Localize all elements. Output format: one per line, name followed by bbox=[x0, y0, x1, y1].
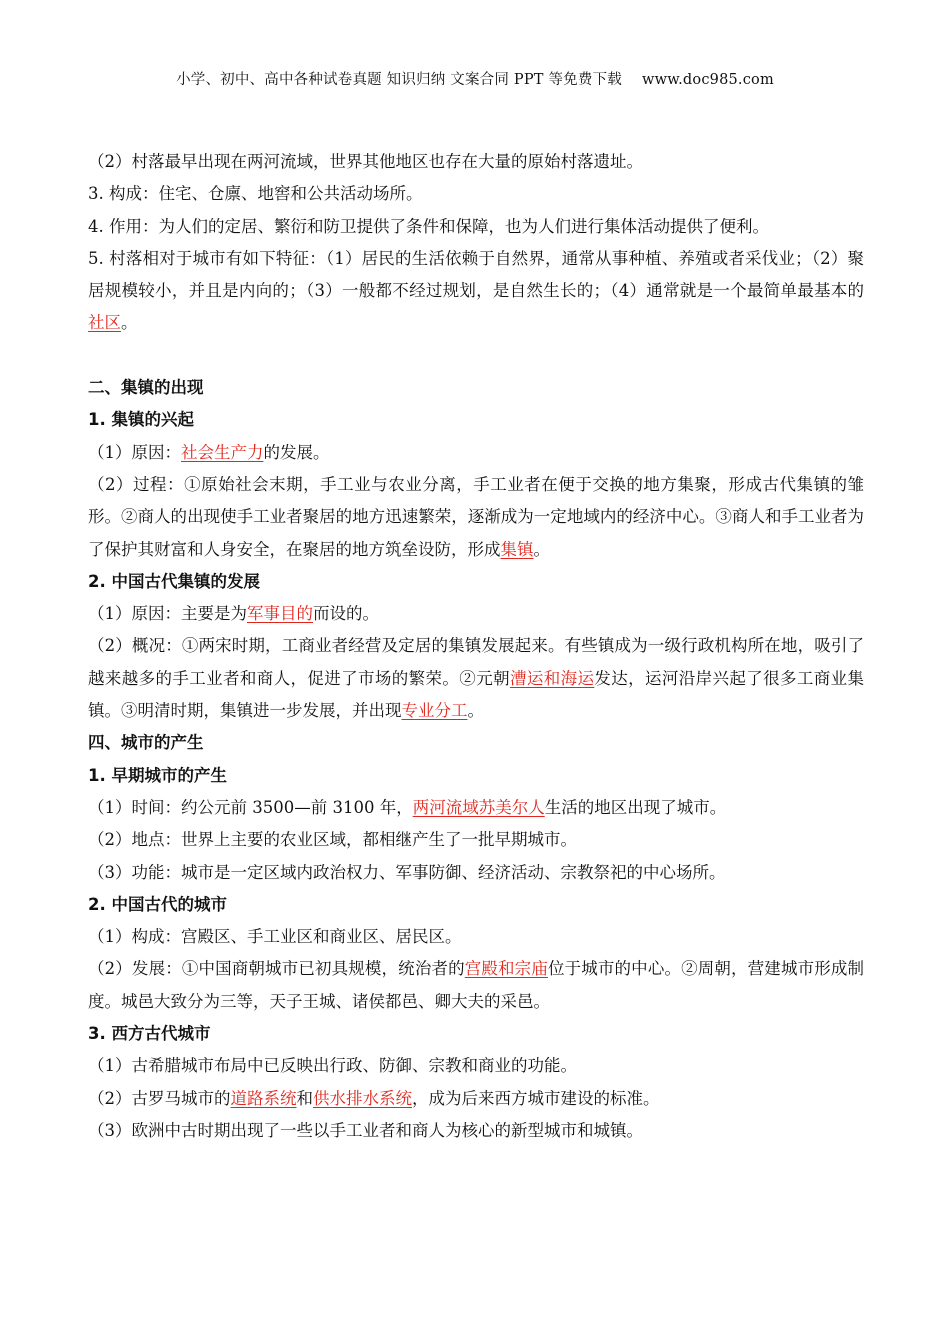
header-url[interactable]: www.doc985.com bbox=[641, 72, 774, 88]
early-city-function: （3）功能：城市是一定区域内政治权力、军事防御、经济活动、宗教祭祀的中心场所。 bbox=[88, 862, 726, 882]
keyword-military-purpose: 军事目的 bbox=[247, 604, 313, 624]
subheading-china-town-development: 2. 中国古代集镇的发展 bbox=[88, 571, 260, 591]
keyword-community: 社区 bbox=[88, 313, 121, 333]
village-origin-item: （2）村落最早出现在两河流域，世界其他地区也存在大量的原始村落遗址。 bbox=[88, 152, 643, 171]
town-rise-cause: （1）原因：社会生产力的发展。 bbox=[88, 442, 330, 462]
roman-city: （2）古罗马城市的道路系统和供水排水系统，成为后来西方城市建设的标准。 bbox=[88, 1088, 660, 1108]
keyword-productivity: 社会生产力 bbox=[181, 442, 264, 462]
village-function: 4. 作用：为人们的定居、繁衍和防卫提供了条件和保障，也为人们进行集体活动提供了便利。 bbox=[88, 216, 769, 236]
keyword-sumerians: 两河流域苏美尔人 bbox=[412, 797, 545, 817]
subheading-ancient-china-cities: 2. 中国古代的城市 bbox=[88, 894, 227, 914]
section-title-cities: 四、城市的产生 bbox=[88, 733, 204, 753]
header-ad-text: 小学、初中、高中各种试卷真题 知识归纳 文案合同 PPT 等免费下载 bbox=[176, 72, 622, 88]
keyword-town: 集镇 bbox=[500, 539, 534, 559]
keyword-water-system: 供水排水系统 bbox=[313, 1088, 412, 1108]
subheading-early-cities: 1. 早期城市的产生 bbox=[88, 765, 227, 785]
subheading-western-cities: 3. 西方古代城市 bbox=[88, 1024, 211, 1044]
keyword-palace-temple: 宫殿和宗庙 bbox=[464, 959, 548, 979]
china-town-cause: （1）原因：主要是为军事目的而设的。 bbox=[88, 604, 379, 624]
section-title-towns: 二、集镇的出现 bbox=[88, 378, 204, 398]
keyword-specialization: 专业分工 bbox=[401, 701, 468, 721]
keyword-road-system: 道路系统 bbox=[230, 1088, 297, 1108]
early-city-location: （2）地点：世界上主要的农业区域，都相继产生了一批早期城市。 bbox=[88, 830, 577, 850]
china-town-overview: （2）概况：①两宋时期，工商业者经营及定居的集镇发展起来。有些镇成为一级行政机构所在地，吸引了越来越多的手工业者和商人，促进了市场的繁荣。②元朝漕运和海运发达，运河沿岸兴起了很多工商业集镇。③明清时期，集镇进一步发展，并出现专业分工。 bbox=[88, 636, 865, 721]
china-city-composition: （1）构成：宫殿区、手工业区和商业区、居民区。 bbox=[88, 927, 462, 947]
town-rise-process: （2）过程：①原始社会末期，手工业与农业分离，手工业者在便于交换的地方集聚，形成古代集镇的雏形。②商人的出现使手工业者聚居的地方迅速繁荣，逐渐成为一定地域内的经济中心。③商人和手工业者为了保护其财富和人身安全，在聚居的地方筑垒设防，形成集镇。 bbox=[88, 474, 864, 559]
document-body bbox=[88, 146, 864, 1147]
page-header bbox=[0, 68, 950, 89]
greek-city: （1）古希腊城市布局中已反映出行政、防御、宗教和商业的功能。 bbox=[88, 1056, 577, 1076]
medieval-city: （3）欧洲中古时期出现了一些以手工业者和商人为核心的新型城市和城镇。 bbox=[88, 1120, 643, 1140]
keyword-canal-sea-transport: 漕运和海运 bbox=[509, 668, 595, 688]
village-features: 5. 村落相对于城市有如下特征：（1）居民的生活依赖于自然界，通常从事种植、养殖或者采伐业；（2）聚居规模较小，并且是内向的；（3）一般都不经过规划，是自然生长的；（4）通常就是一个最简单最基本的社区。 bbox=[88, 248, 864, 333]
subheading-town-rise: 1. 集镇的兴起 bbox=[88, 410, 194, 430]
early-city-time: （1）时间：约公元前 3500—前 3100 年，两河流域苏美尔人生活的地区出现了城市。 bbox=[88, 797, 727, 817]
china-city-development: （2）发展：①中国商朝城市已初具规模，统治者的宫殿和宗庙位于城市的中心。②周朝，营建城市形成制度。城邑大致分为三等，天子王城、诸侯都邑、卿大夫的采邑。 bbox=[88, 959, 865, 1011]
village-composition: 3. 构成：住宅、仓廪、地窖和公共活动场所。 bbox=[88, 184, 423, 204]
